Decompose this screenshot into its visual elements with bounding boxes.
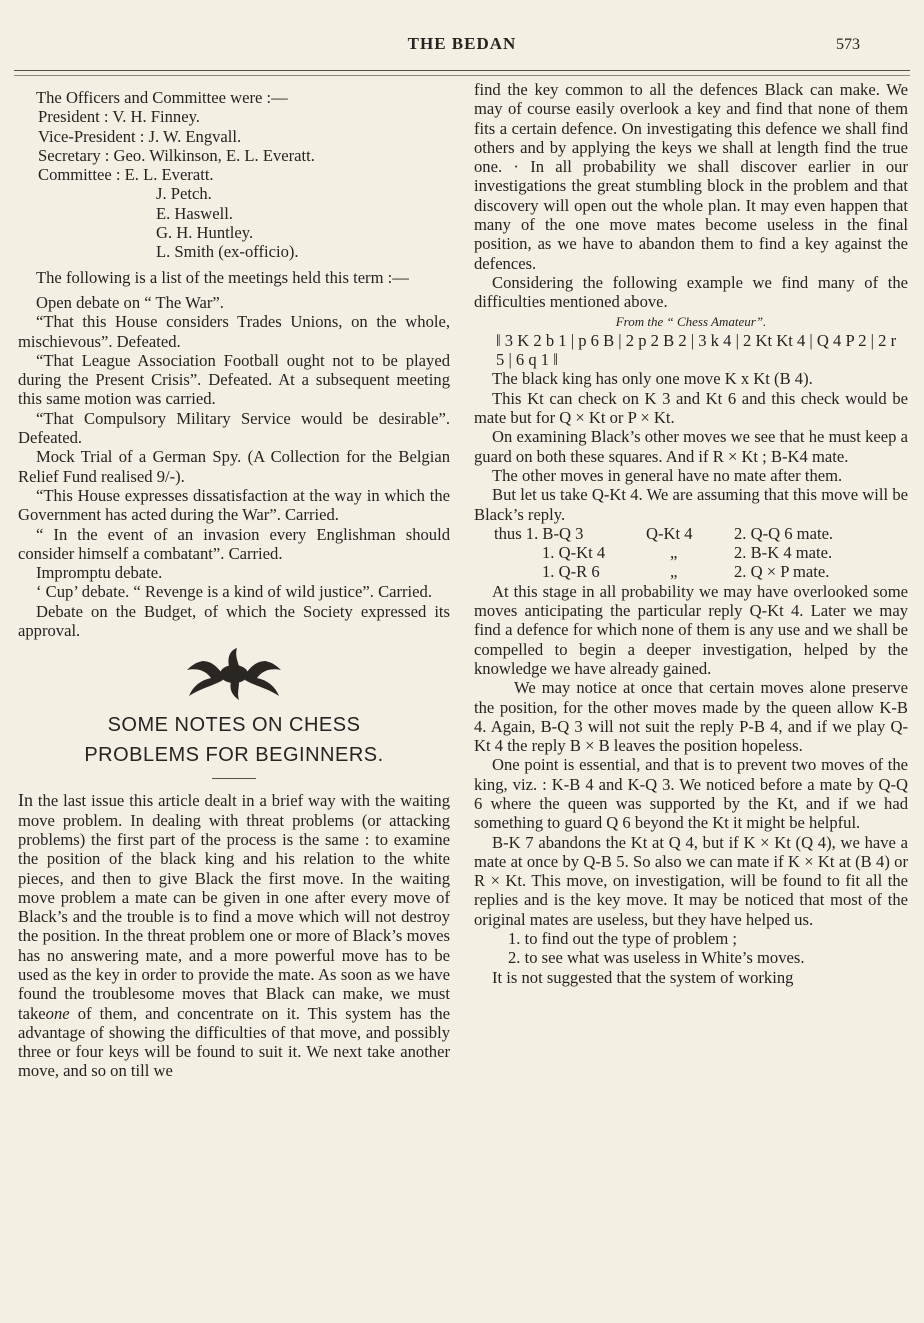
move-cell: „ xyxy=(670,562,678,582)
paragraph: We may notice at once that certain moves alone preserve the position, for the other moves made by the queen allow K-B 4. Again, B-Q 3 will not suit the reply P-B 4, and if we play Q-Kt 4 the reply B × B leaves the position hopeless. xyxy=(474,678,908,756)
committee-member: G. H. Huntley. xyxy=(156,223,254,243)
move-cell: 2. Q-Q 6 mate. xyxy=(734,523,834,543)
floral-ornament-icon xyxy=(179,646,289,702)
meetings-intro: The following is a list of the meetings held this term :— xyxy=(36,267,409,287)
article-title-line-1: SOME NOTES ON CHESS xyxy=(107,714,361,737)
drop-cap: In xyxy=(18,790,33,811)
meeting-item: “That this House considers Trades Unions, on the whole, mischievous”. Defeated. xyxy=(18,312,450,351)
move-cell: 1. Q-Kt 4 xyxy=(542,543,606,563)
move-cell: thus 1. B-Q 3 xyxy=(494,523,584,543)
paragraph: One point is essential, and that is to prevent two moves of the king, viz. : K-B 4 and K-Q 3. We noticed before a mate by Q-Q 6 where the queen was supported by the Kt, and if we had something to guard Q 6 beyond the Kt it might be helpful. xyxy=(474,755,908,833)
paragraph: It is not suggested that the system of working xyxy=(492,967,794,987)
move-row xyxy=(494,543,908,562)
intro-text: the last issue this article dealt in a brief way with the waiting move problem. In dealing with threat problems (or attacking problems) the first part of the process is the same : to examine the position of the black king and his relation to the white pieces, and then to give Black the first move. In the waiting move problem a mate can be given in one after every move of Black’s and the trouble is to find a move which will not destroy the position. In the threat problem one or more of Black’s moves has no answering mate, and a more powerful move has to be used as the key in order to provide the mate. As soon as we have found the troublesome moves that Black can make, we must take xyxy=(18,791,450,1023)
paragraph: Considering the following example we find many of the difficulties mentioned above. xyxy=(474,272,908,312)
officer-president: President : V. H. Finney. xyxy=(38,107,200,127)
committee-member: E. Haswell. xyxy=(156,203,233,223)
article-title-line-2: PROBLEMS FOR BEGINNERS. xyxy=(84,744,384,767)
meeting-item: “That League Association Football ought not to be played during the Present Crisis”. Defeated. At a subsequent meeting this same motion was carried. xyxy=(18,350,450,409)
list-item: 1. to find out the type of problem ; xyxy=(508,929,738,949)
officers-intro: The Officers and Committee were :— xyxy=(36,88,288,107)
committee-member: J. Petch. xyxy=(156,184,212,204)
header-rule-secondary xyxy=(14,75,910,76)
paragraph: At this stage in all probability we may have overlooked some moves anticipating the particular reply Q-Kt 4. Later we may find a defence for which none of them is any use and we shall be compelled to begin a deeper investigation, helped by the knowledge we have already gained. xyxy=(474,581,908,678)
paragraph: The other moves in general have no mate after them. xyxy=(492,465,843,485)
meeting-item: “That Compulsory Military Service would be desirable”. Defeated. xyxy=(18,408,450,448)
committee-member: L. Smith (ex-officio). xyxy=(156,242,299,262)
meeting-item: “This House expresses dissatisfaction at the way in which the Government has acted during the War”. Carried. xyxy=(18,485,450,525)
move-cell: 2. B-K 4 mate. xyxy=(734,543,833,563)
paragraph: On examining Black’s other moves we see that he must keep a guard on both these squares. And if R × Kt ; B-K4 mate. xyxy=(474,427,908,466)
officer-vice-president: Vice-President : J. W. Engvall. xyxy=(38,126,242,146)
article-intro-paragraph xyxy=(18,791,450,1080)
paragraph: find the key common to all the defences Black can make. We may of course easily overlook a key and find that none of them fits a certain defence. On investigating this defence we shall find others and by applying the keys we shall at length find the true one. · In all probability we shall discover earlier in our investigations the great stumbling block in the problem and that discovery will open out the whole plan. It may even happen that many of the one move mates become useless in the final position, as we have to abandon them to find a key against the defences. xyxy=(474,80,908,273)
intro-text-end: of them, and concentrate on it. This system has the advantage of showing the difficulties of that move, and possibly three or four keys will be found to suit it. We next take another move, and so on till we xyxy=(18,1003,450,1081)
chess-source: From the “ Chess Amateur”. xyxy=(615,313,767,329)
paragraph: But let us take Q-Kt 4. We are assuming that this move will be Black’s reply. xyxy=(474,485,908,524)
chess-notation: ‖ 3 K 2 b 1 | p 6 B | 2 p 2 B 2 | 3 k 4 | 2 Kt Kt 4 | Q 4 P 2 | 2 r 5 | 6 q 1 ‖ xyxy=(496,330,897,370)
committee-label: Committee : E. L. Everatt. xyxy=(38,165,214,185)
meeting-item: ‘ Cup’ debate. “ Revenge is a kind of wild justice”. Carried. xyxy=(36,582,432,602)
move-cell: 1. Q-R 6 xyxy=(542,562,600,582)
move-cell: 2. Q × P mate. xyxy=(734,562,830,582)
header-rule xyxy=(14,70,910,71)
title-rule xyxy=(212,778,256,779)
paragraph: This Kt can check on K 3 and Kt 6 and this check would be mate but for Q × Kt or P × Kt. xyxy=(474,388,908,428)
paragraph: The black king has only one move K x Kt (B 4). xyxy=(492,369,813,389)
meeting-item: Mock Trial of a German Spy. (A Collection for the Belgian Relief Fund realised 9/-). xyxy=(18,447,450,486)
journal-title: THE BEDAN xyxy=(407,34,517,53)
page-number: 573 xyxy=(836,36,860,53)
meeting-item: Debate on the Budget, of which the Society expressed its approval. xyxy=(18,601,450,641)
meeting-item: “ In the event of an invasion every Englishman should consider himself a combatant”. Carried. xyxy=(18,524,450,563)
move-row xyxy=(494,524,908,543)
move-table xyxy=(494,524,908,582)
officer-secretary: Secretary : Geo. Wilkinson, E. L. Everatt. xyxy=(38,145,315,165)
move-cell: Q-Kt 4 xyxy=(646,523,693,543)
move-cell: „ xyxy=(670,543,678,563)
page-header xyxy=(0,34,924,64)
right-column xyxy=(474,80,908,987)
move-row xyxy=(494,562,908,581)
paragraph: B-K 7 abandons the Kt at Q 4, but if K × Kt (Q 4), we have a mate at once by Q-B 5. So also we can mate if K × Kt at (B 4) or R × Kt. This move, on investigation, will be found to fit all the replies and is the key move. It may be noticed that most of the original mates are useless, but they have helped us. xyxy=(474,832,908,929)
meeting-item: Open debate on “ The War”. xyxy=(36,292,224,312)
meeting-item: Impromptu debate. xyxy=(36,563,163,583)
intro-emphasis: one xyxy=(45,1003,70,1023)
left-column xyxy=(18,88,450,1081)
list-item: 2. to see what was useless in White’s moves. xyxy=(508,948,805,968)
